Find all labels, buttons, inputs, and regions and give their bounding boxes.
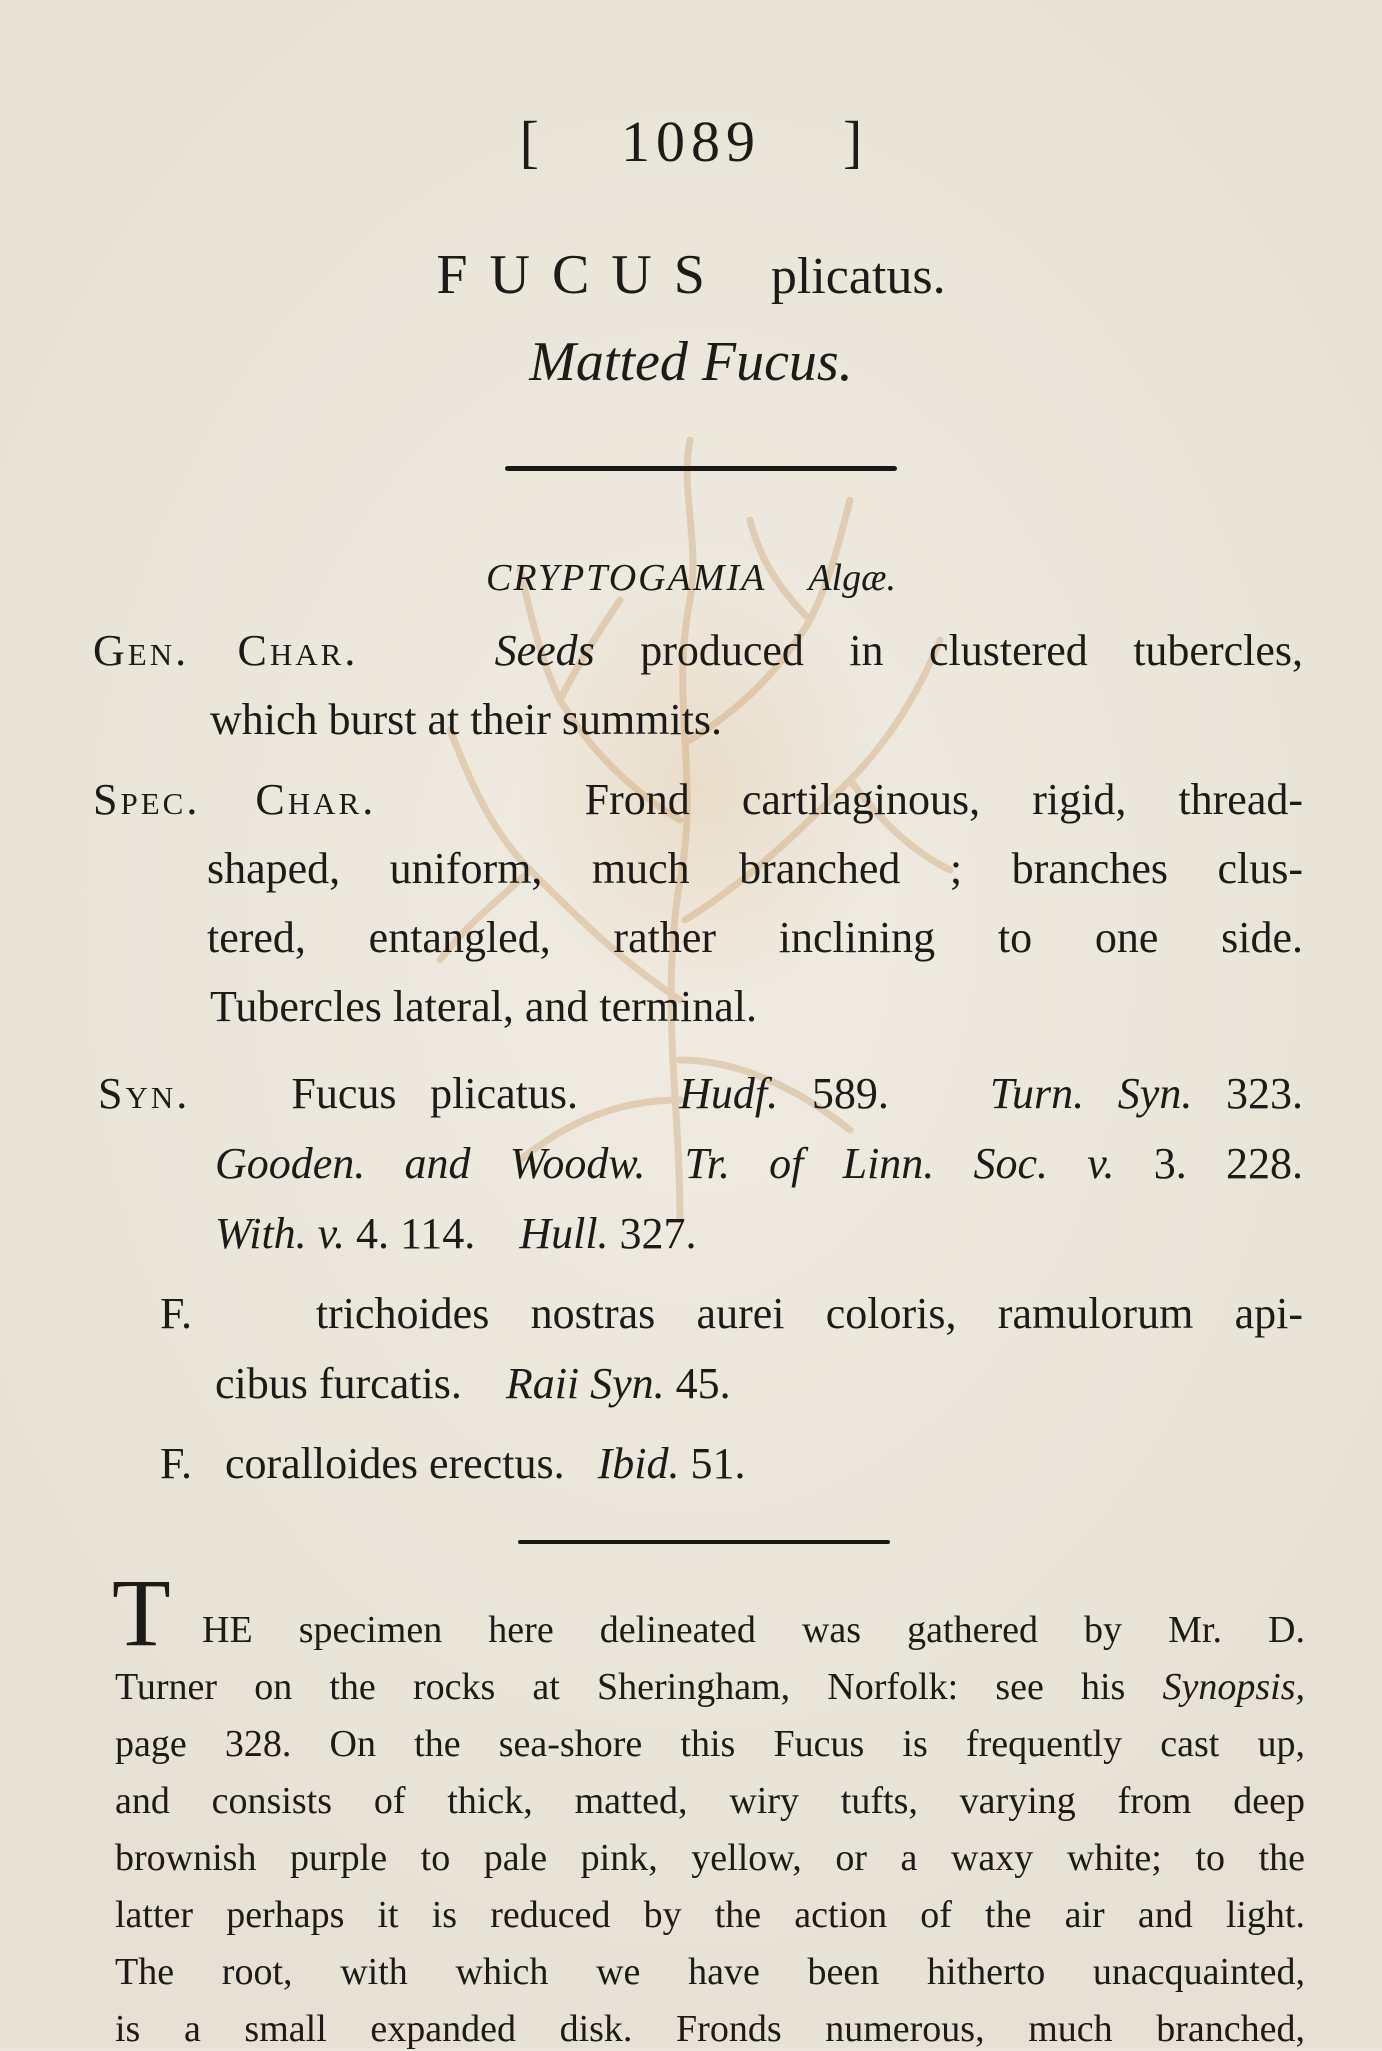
body-line-8: is a small expanded disk. Fronds numerous, much branched, — [115, 2008, 1305, 2050]
order-name: Algæ. — [808, 557, 896, 599]
common-name: Matted Fucus. — [529, 331, 853, 393]
syn-line-1: Syn. Fucus plicatus. Hudf. 589. Turn. Syn. 323. — [98, 1069, 1304, 1118]
body-line-2: Turner on the rocks at Sheringham, Norfolk: see his Synopsis, — [115, 1666, 1306, 1708]
syn-label: Syn. — [98, 1069, 191, 1118]
body-line-1: HE specimen here delineated was gathered by Mr. D. — [202, 1609, 1305, 1651]
gen-char-line-1: Gen. Char. Seeds produced in clustered tubercles, — [93, 626, 1304, 675]
page-number-value: 1089 — [621, 109, 761, 174]
spec-char-line-4: Tubercles lateral, and terminal. — [210, 982, 757, 1031]
gen-char-label: Gen. Char. — [93, 626, 359, 675]
genus-name: FUCUS — [436, 244, 727, 306]
syn-f2-line: F. coralloides erectus. Ibid. 51. — [160, 1439, 746, 1488]
body-line-5: brownish purple to pale pink, yellow, or a waxy white; to the — [115, 1837, 1305, 1879]
drop-cap: T — [112, 1559, 171, 1666]
body-line-4: and consists of thick, matted, wiry tufts, varying from deep — [115, 1780, 1305, 1822]
syn-line-2: Gooden. and Woodw. Tr. of Linn. Soc. v. 3. 228. — [215, 1139, 1304, 1188]
spec-char-line-1: Spec. Char. Frond cartilaginous, rigid, thread- — [93, 775, 1304, 824]
species-name: plicatus. — [770, 248, 946, 305]
body-line-6: latter perhaps it is reduced by the action of the air and light. — [115, 1894, 1305, 1936]
page-number: [ 1089 ] — [519, 109, 863, 174]
spec-char-label: Spec. Char. — [93, 775, 377, 824]
spec-char-line-3: tered, entangled, rather inclining to one side. — [207, 913, 1303, 962]
syn-f1-line-1: F. trichoides nostras aurei coloris, ramulorum api- — [160, 1289, 1304, 1338]
species-title — [0, 240, 1382, 307]
divider-bottom — [518, 1540, 890, 1544]
classification — [0, 556, 1382, 600]
divider-top — [505, 466, 897, 471]
syn-line-3: With. v. 4. 114. Hull. 327. — [215, 1209, 697, 1258]
body-line-7: The root, with which we have been hitherto unacquainted, — [115, 1951, 1305, 1993]
body-line-3: page 328. On the sea-shore this Fucus is frequently cast up, — [115, 1723, 1305, 1765]
gen-char-line-2: which burst at their summits. — [210, 695, 723, 744]
spec-char-line-2: shaped, uniform, much branched ; branches clus- — [207, 844, 1303, 893]
syn-f1-line-2: cibus furcatis. Raii Syn. 45. — [215, 1359, 731, 1408]
class-name: CRYPTOGAMIA — [486, 557, 767, 599]
